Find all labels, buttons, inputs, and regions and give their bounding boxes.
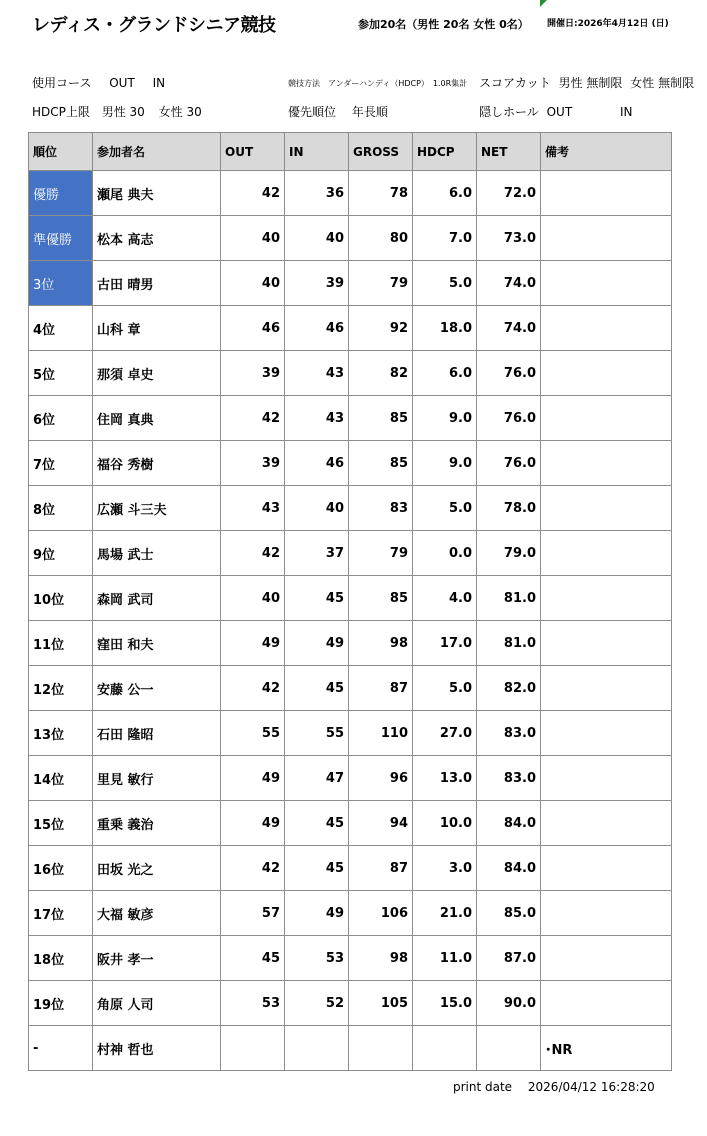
course-info (32, 74, 165, 91)
print-date (453, 1080, 655, 1094)
in-cell: 37 (285, 531, 349, 576)
rank-cell: 9位 (29, 531, 93, 576)
course-in: IN (152, 76, 166, 90)
scorecut-label: スコアカット (479, 76, 551, 90)
event-date: 開催日:2026年4月12日 (日) (547, 19, 669, 29)
out-cell: 40 (221, 216, 285, 261)
hdcp-cell: 15.0 (413, 981, 477, 1026)
out-cell: 42 (221, 666, 285, 711)
corner-marker (540, 0, 547, 7)
out-cell (221, 1026, 285, 1071)
rank-cell: 14位 (29, 756, 93, 801)
table-row (29, 891, 672, 936)
net-cell: 81.0 (477, 576, 541, 621)
out-cell: 46 (221, 306, 285, 351)
net-cell: 83.0 (477, 756, 541, 801)
table-row (29, 216, 672, 261)
note-cell (541, 936, 672, 981)
hdcp-cell: 18.0 (413, 306, 477, 351)
note-cell: ･NR (541, 1026, 672, 1071)
rank-cell: 19位 (29, 981, 93, 1026)
name-cell: 田坂 光之 (93, 846, 221, 891)
in-cell: 45 (285, 801, 349, 846)
table-row (29, 261, 672, 306)
col-header-net: NET (477, 133, 541, 171)
gross-cell: 105 (349, 981, 413, 1026)
table-row (29, 441, 672, 486)
hdcp-cell: 6.0 (413, 351, 477, 396)
gross-cell: 85 (349, 576, 413, 621)
hdcp-cell: 17.0 (413, 621, 477, 666)
hdcp-cell: 13.0 (413, 756, 477, 801)
rank-cell: 18位 (29, 936, 93, 981)
net-cell: 82.0 (477, 666, 541, 711)
name-cell: 大福 敏彦 (93, 891, 221, 936)
rank-cell: - (29, 1026, 93, 1071)
out-cell: 55 (221, 711, 285, 756)
hdcp-male: 男性 30 (101, 105, 145, 119)
net-cell: 79.0 (477, 531, 541, 576)
rank-cell: 5位 (29, 351, 93, 396)
gross-cell: 110 (349, 711, 413, 756)
note-cell (541, 396, 672, 441)
in-cell: 40 (285, 486, 349, 531)
in-cell: 45 (285, 846, 349, 891)
rank-cell: 準優勝 (29, 216, 93, 261)
note-cell (541, 351, 672, 396)
hidden-label: 隠しホール (479, 105, 539, 119)
table-row (29, 396, 672, 441)
rank-cell: 10位 (29, 576, 93, 621)
table-row (29, 576, 672, 621)
gross-cell: 106 (349, 891, 413, 936)
hdcp-cell: 7.0 (413, 216, 477, 261)
out-cell: 40 (221, 261, 285, 306)
col-header-out: OUT (221, 133, 285, 171)
net-cell: 78.0 (477, 486, 541, 531)
net-cell: 74.0 (477, 261, 541, 306)
net-cell: 73.0 (477, 216, 541, 261)
priority-value: 年長順 (351, 105, 388, 119)
note-cell (541, 846, 672, 891)
net-cell: 83.0 (477, 711, 541, 756)
in-cell: 45 (285, 666, 349, 711)
net-cell: 84.0 (477, 801, 541, 846)
out-cell: 43 (221, 486, 285, 531)
col-header-hdcp: HDCP (413, 133, 477, 171)
name-cell: 那須 卓史 (93, 351, 221, 396)
hdcp-cell: 5.0 (413, 666, 477, 711)
note-cell (541, 981, 672, 1026)
name-cell: 窪田 和夫 (93, 621, 221, 666)
name-cell: 村神 哲也 (93, 1026, 221, 1071)
in-cell: 47 (285, 756, 349, 801)
col-header-gross: GROSS (349, 133, 413, 171)
table-row (29, 621, 672, 666)
name-cell: 福谷 秀樹 (93, 441, 221, 486)
name-cell: 角原 人司 (93, 981, 221, 1026)
net-cell: 90.0 (477, 981, 541, 1026)
priority-order (288, 103, 388, 120)
in-cell: 45 (285, 576, 349, 621)
out-cell: 45 (221, 936, 285, 981)
rank-cell: 16位 (29, 846, 93, 891)
competition-method: 競技方法 アンダーハンディ（HDCP） 1.0R集計 (288, 79, 468, 88)
hidden-in: IN (619, 105, 633, 119)
note-cell (541, 261, 672, 306)
rank-cell: 6位 (29, 396, 93, 441)
score-cut (479, 74, 694, 91)
results-table (28, 132, 672, 1071)
gross-cell: 92 (349, 306, 413, 351)
table-row (29, 756, 672, 801)
participants-count: 参加20名（男性 20名 女性 0名） (358, 18, 529, 31)
table-row (29, 486, 672, 531)
note-cell (541, 711, 672, 756)
in-cell: 49 (285, 621, 349, 666)
in-cell (285, 1026, 349, 1071)
hdcp-cell: 21.0 (413, 891, 477, 936)
out-cell: 53 (221, 981, 285, 1026)
gross-cell: 87 (349, 666, 413, 711)
in-cell: 40 (285, 216, 349, 261)
hdcp-female: 女性 30 (158, 105, 202, 119)
hdcp-cell: 10.0 (413, 801, 477, 846)
rank-cell: 13位 (29, 711, 93, 756)
out-cell: 49 (221, 756, 285, 801)
out-cell: 57 (221, 891, 285, 936)
note-cell (541, 216, 672, 261)
hidden-out: OUT (546, 105, 573, 119)
in-cell: 52 (285, 981, 349, 1026)
rank-cell: 3位 (29, 261, 93, 306)
net-cell: 84.0 (477, 846, 541, 891)
scorecut-male: 男性 無制限 (558, 76, 623, 90)
gross-cell: 79 (349, 261, 413, 306)
in-cell: 36 (285, 171, 349, 216)
name-cell: 古田 晴男 (93, 261, 221, 306)
note-cell (541, 756, 672, 801)
gross-cell: 80 (349, 216, 413, 261)
out-cell: 42 (221, 396, 285, 441)
gross-cell: 82 (349, 351, 413, 396)
in-cell: 53 (285, 936, 349, 981)
table-row (29, 801, 672, 846)
hdcp-cell: 6.0 (413, 171, 477, 216)
table-row (29, 936, 672, 981)
table-row (29, 306, 672, 351)
name-cell: 安藤 公一 (93, 666, 221, 711)
hdcp-cell: 9.0 (413, 396, 477, 441)
name-cell: 広瀬 斗三夫 (93, 486, 221, 531)
hdcp-limit (32, 103, 202, 120)
rank-cell: 11位 (29, 621, 93, 666)
course-label: 使用コース (32, 76, 92, 90)
net-cell: 72.0 (477, 171, 541, 216)
hdcp-cell: 3.0 (413, 846, 477, 891)
note-cell (541, 891, 672, 936)
table-row (29, 1026, 672, 1071)
note-cell (541, 486, 672, 531)
out-cell: 42 (221, 846, 285, 891)
hdcp-cell: 5.0 (413, 261, 477, 306)
note-cell (541, 621, 672, 666)
gross-cell: 96 (349, 756, 413, 801)
in-cell: 46 (285, 306, 349, 351)
net-cell: 76.0 (477, 441, 541, 486)
note-cell (541, 171, 672, 216)
out-cell: 49 (221, 801, 285, 846)
net-cell: 87.0 (477, 936, 541, 981)
net-cell: 85.0 (477, 891, 541, 936)
rank-cell: 8位 (29, 486, 93, 531)
rank-cell: 12位 (29, 666, 93, 711)
course-out: OUT (109, 76, 135, 90)
gross-cell: 79 (349, 531, 413, 576)
col-header-note: 備考 (541, 133, 672, 171)
out-cell: 39 (221, 351, 285, 396)
hdcp-cell (413, 1026, 477, 1071)
note-cell (541, 306, 672, 351)
gross-cell (349, 1026, 413, 1071)
name-cell: 住岡 真典 (93, 396, 221, 441)
gross-cell: 85 (349, 396, 413, 441)
rank-cell: 7位 (29, 441, 93, 486)
scorecut-female: 女性 無制限 (630, 76, 695, 90)
hdcp-cell: 5.0 (413, 486, 477, 531)
net-cell: 76.0 (477, 351, 541, 396)
note-cell (541, 531, 672, 576)
in-cell: 49 (285, 891, 349, 936)
col-header-rank: 順位 (29, 133, 93, 171)
gross-cell: 94 (349, 801, 413, 846)
gross-cell: 83 (349, 486, 413, 531)
table-row (29, 531, 672, 576)
col-header-name: 参加者名 (93, 133, 221, 171)
note-cell (541, 666, 672, 711)
print-date-label: print date (453, 1080, 513, 1094)
note-cell (541, 576, 672, 621)
in-cell: 46 (285, 441, 349, 486)
gross-cell: 98 (349, 621, 413, 666)
name-cell: 阪井 孝一 (93, 936, 221, 981)
name-cell: 山科 章 (93, 306, 221, 351)
gross-cell: 78 (349, 171, 413, 216)
table-header-row (29, 133, 672, 171)
rank-cell: 15位 (29, 801, 93, 846)
table-row (29, 666, 672, 711)
net-cell: 74.0 (477, 306, 541, 351)
out-cell: 39 (221, 441, 285, 486)
table-row (29, 846, 672, 891)
net-cell (477, 1026, 541, 1071)
out-cell: 42 (221, 531, 285, 576)
name-cell: 馬場 武士 (93, 531, 221, 576)
name-cell: 里見 敏行 (93, 756, 221, 801)
name-cell: 松本 高志 (93, 216, 221, 261)
table-row (29, 981, 672, 1026)
hdcp-cell: 9.0 (413, 441, 477, 486)
name-cell: 森岡 武司 (93, 576, 221, 621)
in-cell: 39 (285, 261, 349, 306)
col-header-in: IN (285, 133, 349, 171)
name-cell: 重乗 義治 (93, 801, 221, 846)
hdcp-cell: 27.0 (413, 711, 477, 756)
gross-cell: 85 (349, 441, 413, 486)
page-title: レディス・グランドシニア競技 (32, 15, 276, 36)
print-date-value: 2026/04/12 16:28:20 (527, 1080, 655, 1094)
out-cell: 40 (221, 576, 285, 621)
rank-cell: 17位 (29, 891, 93, 936)
rank-cell: 4位 (29, 306, 93, 351)
table-row (29, 711, 672, 756)
hdcp-cell: 0.0 (413, 531, 477, 576)
in-cell: 43 (285, 396, 349, 441)
table-row (29, 351, 672, 396)
out-cell: 42 (221, 171, 285, 216)
priority-label: 優先順位 (288, 105, 337, 119)
name-cell: 石田 隆昭 (93, 711, 221, 756)
in-cell: 43 (285, 351, 349, 396)
in-cell: 55 (285, 711, 349, 756)
net-cell: 81.0 (477, 621, 541, 666)
hdcp-cell: 11.0 (413, 936, 477, 981)
hidden-holes (479, 103, 633, 120)
rank-cell: 優勝 (29, 171, 93, 216)
net-cell: 76.0 (477, 396, 541, 441)
table-row (29, 171, 672, 216)
hdcp-label: HDCP上限 (32, 105, 90, 119)
note-cell (541, 801, 672, 846)
name-cell: 瀬尾 典夫 (93, 171, 221, 216)
gross-cell: 87 (349, 846, 413, 891)
gross-cell: 98 (349, 936, 413, 981)
note-cell (541, 441, 672, 486)
hdcp-cell: 4.0 (413, 576, 477, 621)
out-cell: 49 (221, 621, 285, 666)
